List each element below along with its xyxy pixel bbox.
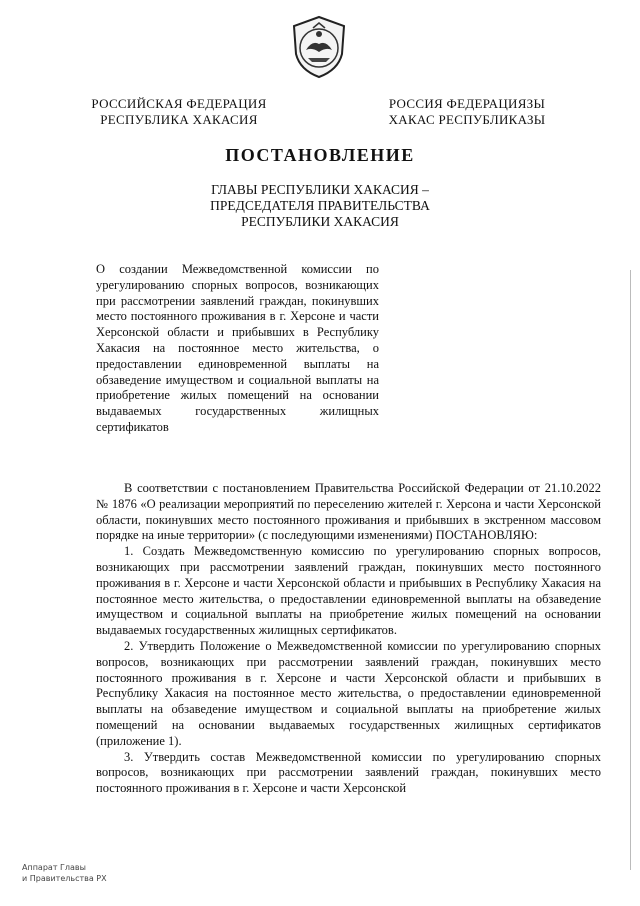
document-body xyxy=(96,481,601,797)
header-right-line: РОССИЯ ФЕДЕРАЦИЯЗЫ xyxy=(388,96,546,111)
header-left-line: РЕСПУБЛИКА ХАКАСИЯ xyxy=(100,112,258,127)
subtitle-line: РЕСПУБЛИКИ ХАКАСИЯ xyxy=(241,214,399,229)
subtitle-line: ПРЕДСЕДАТЕЛЯ ПРАВИТЕЛЬСТВА xyxy=(210,198,430,213)
header-right-line: ХАКАС РЕСПУБЛИКАЗЫ xyxy=(388,112,546,127)
document-title: ПОСТАНОВЛЕНИЕ xyxy=(225,145,415,165)
coat-of-arms-icon xyxy=(286,14,352,80)
subtitle-line: ГЛАВЫ РЕСПУБЛИКИ ХАКАСИЯ – xyxy=(211,182,429,197)
stamp-line: и Правительства РХ xyxy=(22,874,107,883)
body-paragraph: 2. Утвердить Положение о Межведомственной комиссии по урегулированию спорных вопросов, возникающих при рассмотрении заявлений граждан, покинувших место постоянного проживания в г. Херсоне и части Херсонской области и прибывших в Республику Хакасия на постоянное место жительства, о предоставлении единовременной выплаты на обзаведение имуществом и социальной выплаты на приобретение жилых помещений на основании выдаваемых государственных жилищных сертификатов (приложение 1). xyxy=(96,638,601,748)
stamp-line: Аппарат Главы xyxy=(22,863,86,872)
header-left-line: РОССИЙСКАЯ ФЕДЕРАЦИЯ xyxy=(91,96,267,111)
body-paragraph: 1. Создать Межведомственную комиссию по урегулированию спорных вопросов, возникающих при рассмотрении заявлений граждан, покинувших место постоянного проживания в г. Херсоне и части Херсонской области и прибывших в Республику Хакасия на постоянное место жительства, о предоставлении единовременной выплаты на обзаведение имуществом и социальной выплаты на приобретение жилых помещений на основании выдаваемых государственных жилищных сертификатов. xyxy=(96,544,601,638)
scan-edge-line xyxy=(630,270,631,870)
header-left xyxy=(84,96,274,128)
document-subject: О создании Межведомственной комиссии по урегулированию спорных вопросов, возникающих при рассмотрении заявлений граждан, покинувших место постоянного проживания в г. Херсоне и части Херсонской области и прибывших в Республику Хакасия на постоянное место жительства, о предоставлении единовременной выплаты на обзаведение имуществом и социальной выплаты на приобретение жилых помещений на основании выдаваемых государственных жилищных сертификатов xyxy=(96,262,379,434)
document-subtitle xyxy=(160,182,480,230)
preamble-paragraph: В соответствии с постановлением Правительства Российской Федерации от 21.10.2022 № 1876 «О реализации мероприятий по переселению жителей г. Херсона и части Херсонской области, покинувших место постоянного проживания и прибывших в экстренном массовом порядке на иные территории» (с последующими изменениями) ПОСТАНОВЛЯЮ: xyxy=(96,481,601,543)
header-right xyxy=(372,96,562,128)
body-paragraph: 3. Утвердить состав Межведомственной комиссии по урегулированию спорных вопросов, возникающих при рассмотрении заявлений граждан, покинувших место постоянного проживания в г. Херсоне и части Херсонской xyxy=(96,749,601,796)
office-stamp xyxy=(22,862,107,884)
